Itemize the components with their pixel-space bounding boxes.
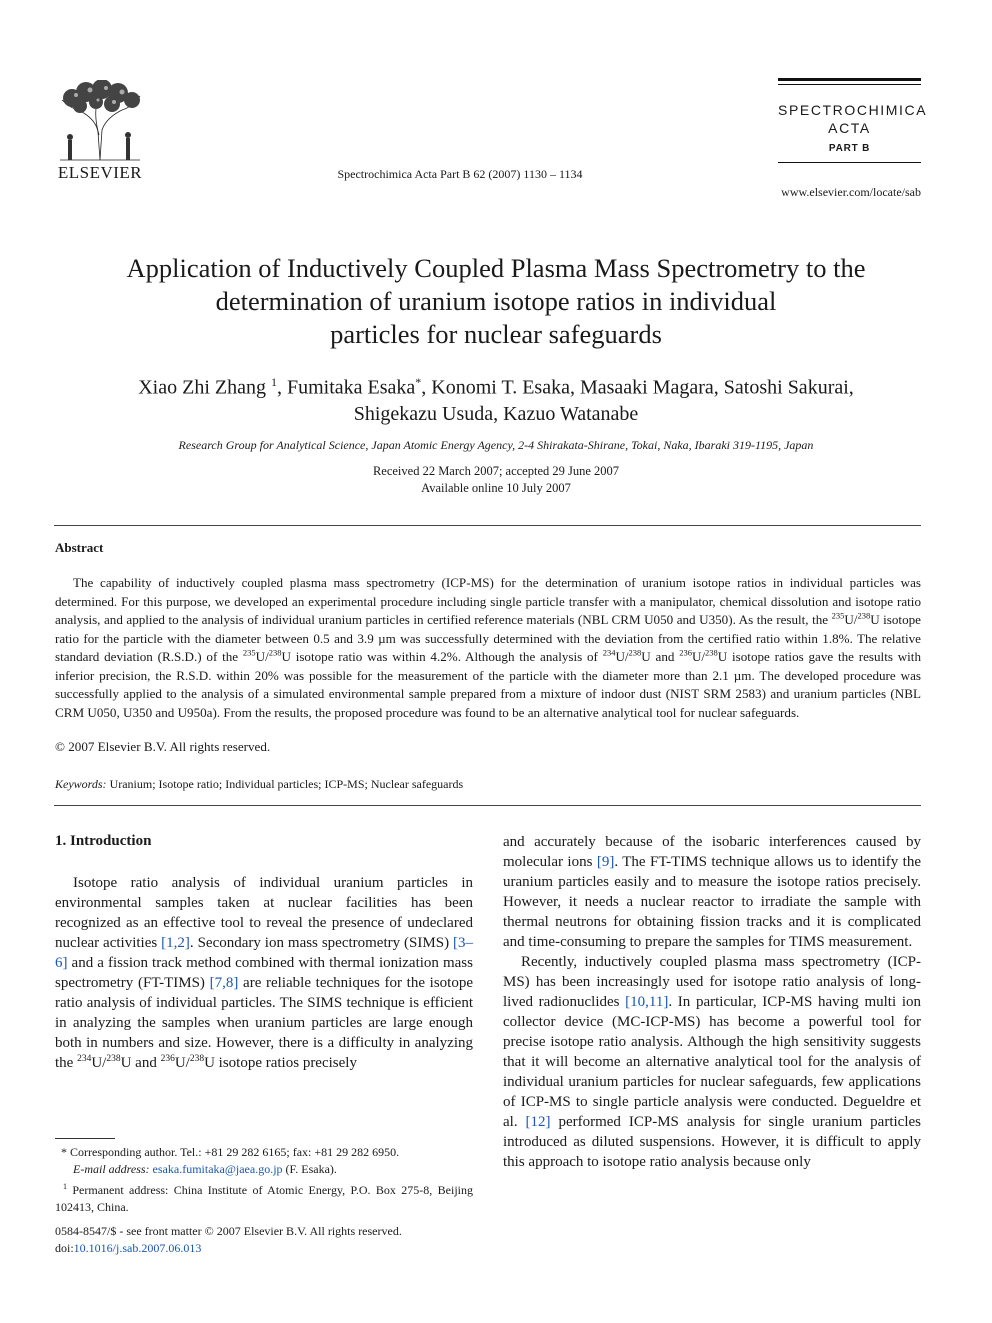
author-names: Shigekazu Usuda, Kazuo Watanabe [353,402,639,425]
reference-link[interactable]: [10,11] [625,994,669,1010]
reference-link[interactable]: [1,2] [161,935,190,951]
received-date: Received 22 March 2007; accepted 29 June 2007 [372,464,620,478]
paragraph: and accurately because of the isobaric interferences caused by molecular ions [9]. The FT-TIMS technique allows us to identify the uranium particles easily and to measure the isotope ratios precisely. However, it needs a nuclear reactor to irradiate the sample with thermal neutrons for obtaining fission tracks and it is complicated and time-consuming to prepare the samples for TIMS measurement. [503,834,921,950]
body-column-left [55,873,473,1073]
journal-name [778,101,928,137]
reference-link[interactable]: [9] [596,854,615,870]
author-names: , Konomi T. Esaka, Masaaki Magara, Satoshi Sakurai, [421,376,854,399]
keywords-label: Keywords: [55,777,107,791]
author-name: Xiao Zhi Zhang [138,376,266,399]
author-name: , Fumitaka Esaka [276,376,416,399]
footnote-permanent-address: $^1$ Permanent address: China Institute of Atomic Energy, P.O. Box 275-8, Beijing 102413, China. [55,1182,473,1214]
tree-icon [52,80,148,162]
journal-url[interactable]: www.elsevier.com/locate/sab [781,185,921,199]
masthead-rule-bottom [778,162,921,163]
footnote-rule [55,1138,115,1139]
keywords [55,777,921,792]
publisher-name: ELSEVIER [57,163,143,182]
reference-link[interactable]: [7,8] [209,975,239,991]
journal-citation: Spectrochimica Acta Part B 62 (2007) 1130 – 1134 [337,167,583,181]
divider [54,525,921,526]
footnote-corresponding: * Corresponding author. Tel.: +81 29 282 6165; fax: +81 29 282 6950. E-mail address: esaka.fumitaka@jaea.go.jp (F. Esaka). [61,1145,400,1176]
elsevier-logo [52,80,148,162]
abstract-copyright: © 2007 Elsevier B.V. All rights reserved. [55,739,271,754]
available-date: Available online 10 July 2007 [421,481,571,495]
title-line: particles for nuclear safeguards [330,319,662,349]
journal-name-line1: SPECTROCHIMICA [778,102,928,118]
doi-link[interactable]: 10.1016/j.sab.2007.06.013 [73,1241,202,1255]
reference-link[interactable]: [12] [525,1114,551,1130]
journal-name-line2: ACTA [828,120,871,136]
journal-part: PART B [828,143,871,154]
footnote-mark: 1 [63,1182,67,1191]
masthead-rule [778,78,921,81]
abstract-heading: Abstract [55,540,104,555]
reference-link[interactable]: [3–6] [55,935,473,971]
journal-masthead [778,78,928,163]
issn-line: 0584-8547/$ - see front matter © 2007 Elsevier B.V. All rights reserved. [55,1224,402,1238]
article-title [60,252,932,351]
footnote-mark[interactable]: 1 [270,375,277,389]
affiliation: Research Group for Analytical Science, Japan Atomic Energy Agency, 2-4 Shirakata-Shirane, Tokai, Naka, Ibaraki 319-1195, Japan [178,438,814,452]
title-line: Application of Inductively Coupled Plasma Mass Spectrometry to the [126,253,866,283]
corresponding-mark: * [61,1145,67,1159]
paragraph: Isotope ratio analysis of individual uranium particles in environmental samples taken at nuclear facilities has been recognized as an effective tool to reveal the presence of undeclared nuclear activities [1,2]. Secondary ion mass spectrometry (SIMS) [3–6] and a fission track method combined with thermal ionization mass spectrometry (FT-TIMS) [7,8] are reliable techniques for the isotope ratio analysis of individual particles. The SIMS technique is efficient in analyzing the samples when uranium particles are large enough both in numbers and size. However, there is a difficulty in analyzing the $^{234}$U/$^{238}$U and $^{236}$U/$^{238}$U isotope ratios precisely [55,875,473,1071]
email-link[interactable]: esaka.fumitaka@jaea.go.jp [152,1162,283,1176]
masthead-rule-thin [778,84,921,85]
paragraph: Recently, inductively coupled plasma mass spectrometry (ICP-MS) has been increasingly used for isotope ratio analysis of long-lived radionuclides [10,11]. In particular, ICP-MS having multi ion collector device (MC-ICP-MS) has become a powerful tool for precise isotope ratio analysis. Although the high sensitivity suggests that it will become an alternative analytical tool for the analysis of individual uranium particles for nuclear safeguards, few applications of ICP-MS to single particle analysis were conducted. Degueldre et al. [12] performed ICP-MS analysis for single uranium particles introduced as diluted suspensions. However, it is difficult to apply this approach to isotope ratio analysis because only [503,954,921,1170]
divider [54,805,921,806]
doi-line: doi:10.1016/j.sab.2007.06.013 [55,1241,202,1255]
author-list [60,369,932,427]
keywords-list: Uranium; Isotope ratio; Individual particles; ICP-MS; Nuclear safeguards [106,777,464,791]
corresponding-mark[interactable]: * [415,375,422,389]
abstract-text: The capability of inductively coupled plasma mass spectrometry (ICP-MS) for the determination of uranium isotope ratios in individual particles was determined. For this purpose, we developed an experimental procedure including single particle transfer with a manipulator, chemical dissolution and isotope ratio analysis, and applied to the analysis of individual uranium particles in certified reference materials (NBL CRM U050 and U350). As the result, the $^{235}$U/$^{238}$U isotope ratio for the particle with the diameter between 0.5 and 3.9 µm was successfully determined with the deviation from the certified ratio within 1.8%. The relative standard deviation (R.S.D.) of the $^{235}$U/$^{238}$U isotope ratio was within 4.2%. Although the analysis of $^{234}$U/$^{238}$U and $^{236}$U/$^{238}$U isotope ratios gave the results with inferior precision, the R.S.D. within 20% was possible for the measurement of the particle with the diameter more than 2.1 µm. The developed procedure was successfully applied to the analysis of a simulated environmental sample prepared from a mixture of indoor dust (NIST SRM 2583) and uranium particles (NBL CRM U050, U350 and U950a). From the results, the proposed procedure was found to be an alternative analytical tool for nuclear safeguards. [55,575,921,720]
email-label: E-mail address: [73,1162,150,1176]
article-dates [60,463,932,497]
title-line: determination of uranium isotope ratios in individual [215,286,777,316]
body-column-right [503,832,921,1172]
section-heading: 1. Introduction [55,833,152,849]
